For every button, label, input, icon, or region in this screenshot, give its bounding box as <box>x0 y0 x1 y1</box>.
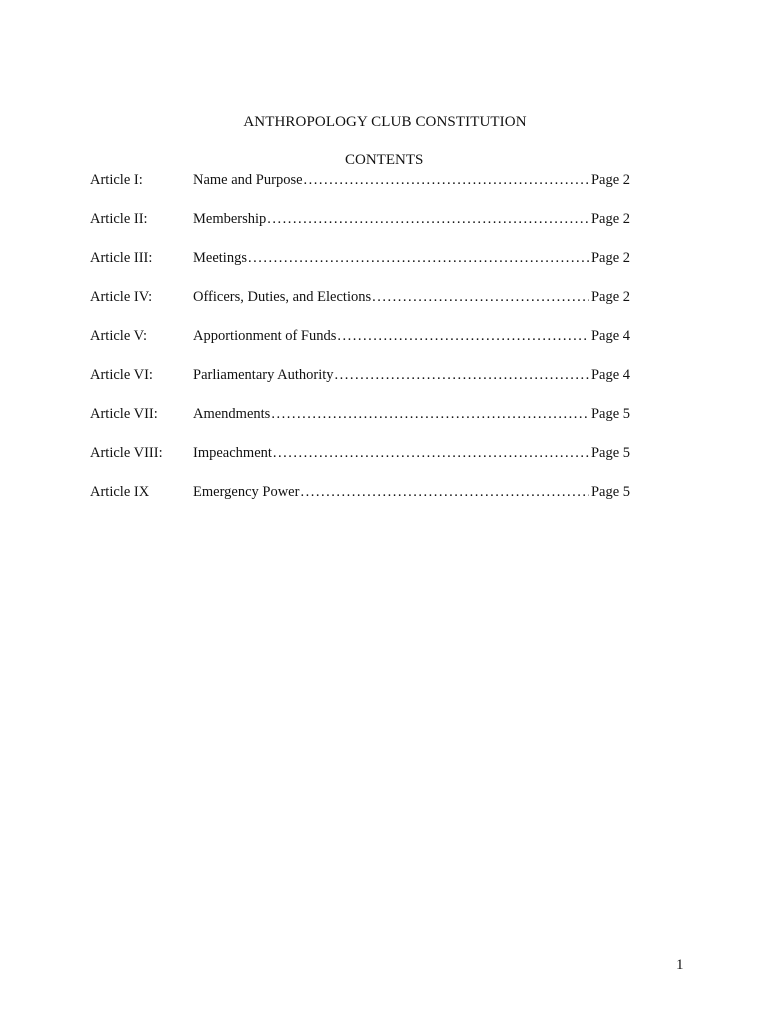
toc-article-label: Article III: <box>90 250 153 266</box>
toc-entry <box>193 445 630 462</box>
dot-leader <box>271 406 589 423</box>
dot-leader <box>300 484 589 501</box>
table-of-contents <box>90 172 630 523</box>
toc-row-article-7 <box>90 406 630 445</box>
toc-entry-title: Name and Purpose <box>193 172 303 188</box>
toc-page-ref: Page 5 <box>590 406 630 422</box>
toc-page-ref: Page 2 <box>590 250 630 266</box>
toc-page-ref: Page 2 <box>590 289 630 305</box>
toc-entry-title: Amendments <box>193 406 271 422</box>
toc-entry <box>193 211 630 228</box>
toc-row-article-4 <box>90 289 630 328</box>
toc-article-label: Article VIII: <box>90 445 163 461</box>
toc-entry <box>193 328 630 345</box>
toc-page-ref: Page 5 <box>590 445 630 461</box>
toc-row-article-3 <box>90 250 630 289</box>
toc-entry <box>193 250 630 267</box>
contents-heading: CONTENTS <box>345 152 424 168</box>
toc-entry <box>193 289 630 306</box>
toc-row-article-8 <box>90 445 630 484</box>
toc-page-ref: Page 4 <box>590 328 630 344</box>
toc-page-ref: Page 2 <box>590 172 630 188</box>
toc-entry-title: Impeachment <box>193 445 272 461</box>
dot-leader <box>337 328 589 345</box>
toc-entry-title: Meetings <box>193 250 247 266</box>
toc-row-article-6 <box>90 367 630 406</box>
toc-entry <box>193 406 630 423</box>
toc-article-label: Article VII: <box>90 406 158 422</box>
toc-page-ref: Page 2 <box>590 211 630 227</box>
dot-leader <box>335 367 589 384</box>
toc-article-label: Article II: <box>90 211 148 227</box>
toc-entry-title: Officers, Duties, and Elections <box>193 289 372 305</box>
toc-entry-title: Emergency Power <box>193 484 300 500</box>
dot-leader <box>273 445 589 462</box>
dot-leader <box>304 172 589 189</box>
toc-row-article-2 <box>90 211 630 250</box>
toc-article-label: Article VI: <box>90 367 153 383</box>
toc-row-article-1 <box>90 172 630 211</box>
toc-entry-title: Apportionment of Funds <box>193 328 337 344</box>
toc-page-ref: Page 4 <box>590 367 630 383</box>
dot-leader <box>248 250 589 267</box>
dot-leader <box>267 211 589 228</box>
toc-row-article-9 <box>90 484 630 523</box>
toc-entry <box>193 367 630 384</box>
toc-article-label: Article IV: <box>90 289 153 305</box>
toc-entry <box>193 484 630 501</box>
page-number: 1 <box>676 957 684 973</box>
toc-row-article-5 <box>90 328 630 367</box>
dot-leader <box>372 289 589 306</box>
toc-entry-title: Membership <box>193 211 267 227</box>
document-title: ANTHROPOLOGY CLUB CONSTITUTION <box>243 114 527 130</box>
toc-article-label: Article IX <box>90 484 150 500</box>
toc-entry <box>193 172 630 189</box>
toc-entry-title: Parliamentary Authority <box>193 367 334 383</box>
toc-article-label: Article I: <box>90 172 143 188</box>
toc-page-ref: Page 5 <box>590 484 630 500</box>
toc-article-label: Article V: <box>90 328 148 344</box>
